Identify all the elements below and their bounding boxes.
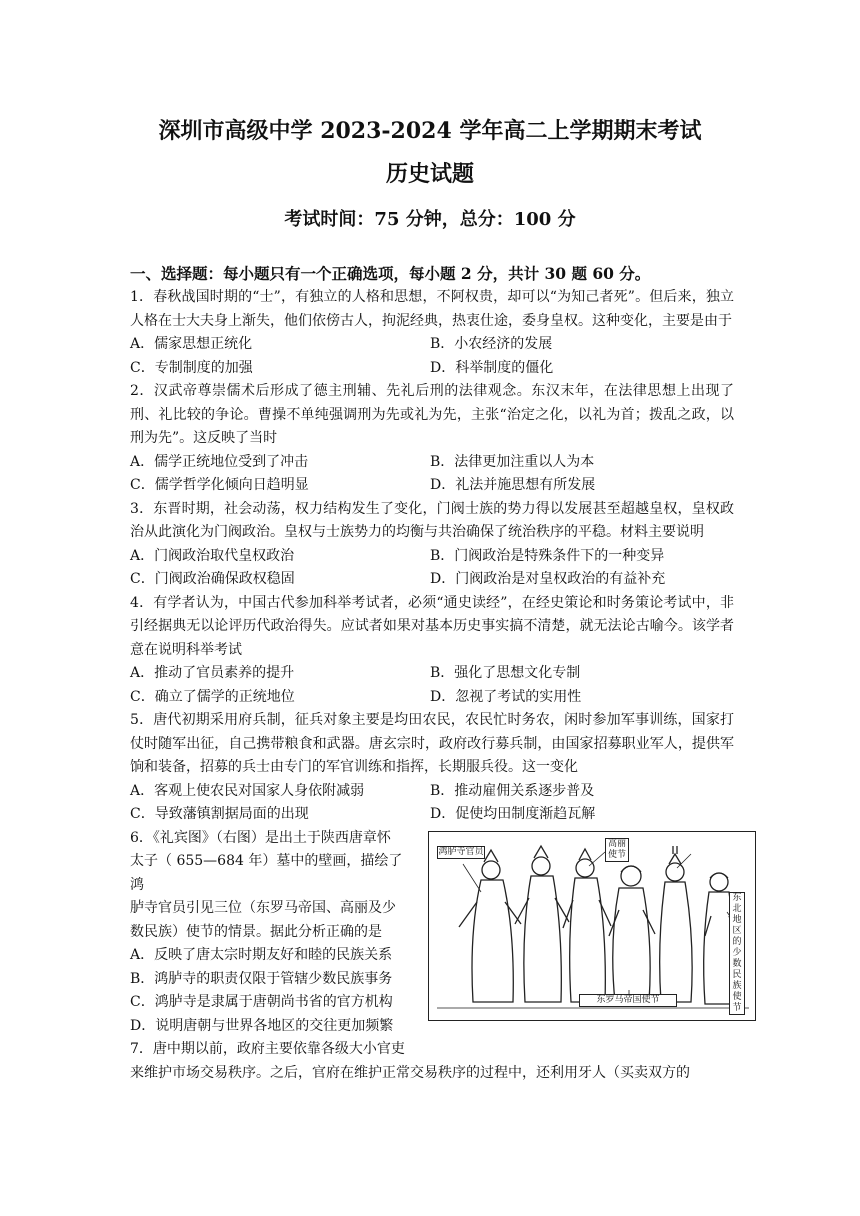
option-d: D．礼法并施思想有所发展 bbox=[430, 477, 596, 493]
option-a: A．儒学正统地位受到了冲击 bbox=[130, 453, 309, 470]
question-stem: 3．东晋时期，社会动荡，权力结构发生了变化，门阀士族的势力得以发展甚至超越皇权，皇权政治从此演化为门阀政治。皇权与士族势力的均衡与共治确保了统治秩序的平稳。材料主要说明 bbox=[130, 500, 734, 540]
option-c: C．导致藩镇割据局面的出现 bbox=[130, 806, 309, 822]
option-a: A．门阀政治取代皇权政治 bbox=[130, 547, 295, 564]
option-c: C．鸿胪寺是隶属于唐朝尚书省的官方机构 bbox=[130, 994, 393, 1010]
option-c: C．确立了儒学的正统地位 bbox=[130, 688, 295, 705]
question-stem-line: 数民族）使节的情景。据此分析正确的是 bbox=[130, 923, 382, 940]
option-d: D．科举制度的僵化 bbox=[430, 359, 554, 376]
question-stem-line: 来维护市场交易秩序。之后，官府在维护正常交易秩序的过程中，还利用牙人（买卖双方的 bbox=[130, 1064, 690, 1081]
question-1 bbox=[130, 286, 734, 380]
question-stem: 5．唐代初期采用府兵制，征兵对象主要是均田农民，农民忙时务农，闲时参加军事训练，国家打仗时随军出征，自己携带粮食和武器。唐玄宗时，政府改行募兵制，由国家招募职业军人，提供军饷和装备，招募的兵士由专门的军官训练和指挥，长期服兵役。这一变化 bbox=[130, 712, 734, 775]
question-5 bbox=[130, 709, 734, 827]
question-stem: 4．有学者认为，中国古代参加科举考试者，必须“通史读经”，在经史策论和时务策论考试中，非引经据典无以论评历代政治得失。应试者如果对基本历史事实搞不清楚，就无法论古喻今。该学者意在说明科举考试 bbox=[130, 594, 734, 658]
question-stem-line: 7．唐中期以前，政府主要依靠各级大小官吏 bbox=[130, 1041, 405, 1057]
questions-body bbox=[130, 286, 742, 1085]
option-a: A．客观上使农民对国家人身依附减弱 bbox=[130, 782, 365, 799]
label-officials: 鸿胪寺官员 bbox=[438, 846, 484, 857]
option-b: B．法律更加注重以人为本 bbox=[430, 453, 595, 470]
label-rome: 东罗马帝国使节 bbox=[579, 994, 677, 1007]
question-stem: 2．汉武帝尊崇儒术后形成了德主刑辅、先礼后刑的法律观念。东汉末年，在法律思想上出现了刑、礼比较的争论。曹操不单纯强调刑为先或礼为先，主张“治定之化，以礼为首；拨乱之政，以刑为先”。这反映了当时 bbox=[130, 383, 734, 446]
question-stem-line: 6．《礼宾图》（右图）是出土于陕西唐章怀 bbox=[130, 829, 391, 846]
section-heading: 一、选择题：每小题只有一个正确选项，每小题 2 分，共计 30 题 60 分。 bbox=[130, 264, 651, 283]
question-2 bbox=[130, 380, 734, 498]
exam-title: 深圳市高级中学 2023-2024 学年高二上学期期末考试 bbox=[158, 118, 702, 144]
question-4 bbox=[130, 592, 734, 710]
option-b: B．强化了思想文化专制 bbox=[430, 665, 581, 681]
option-b: B．鸿胪寺的职责仅限于管辖少数民族事务 bbox=[130, 970, 393, 987]
exam-subject: 历史试题 bbox=[385, 161, 474, 187]
question-stem: 1．春秋战国时期的“士”，有独立的人格和思想，不阿权贵，却可以“为知己者死”。但后来，独立人格在士大夫身上渐失，他们依傍古人，拘泥经典，热衷仕途，委身皇权。这种变化，主要是由于 bbox=[130, 289, 734, 329]
option-d: D．忽视了考试的实用性 bbox=[430, 688, 582, 705]
exam-info: 考试时间：75 分钟，总分：100 分 bbox=[284, 209, 576, 230]
question-stem-line: 太子（ 655—684 年）墓中的壁画，描绘了鸿 bbox=[130, 853, 403, 893]
label-minority: 东北地区的少数民族使节 bbox=[729, 892, 745, 1015]
option-b: B．推动雇佣关系逐步普及 bbox=[430, 782, 595, 799]
option-a: A．推动了官员素养的提升 bbox=[130, 665, 295, 681]
mural-illustration bbox=[429, 832, 755, 1020]
option-d: D．说明唐朝与世界各地区的交往更加频繁 bbox=[130, 1017, 394, 1034]
libin-mural-figure bbox=[428, 831, 756, 1021]
option-d: D．门阀政治是对皇权政治的有益补充 bbox=[430, 571, 666, 587]
option-c: C．门阀政治确保政权稳固 bbox=[130, 571, 295, 587]
question-7 bbox=[130, 1038, 734, 1085]
option-d: D．促使均田制度渐趋瓦解 bbox=[430, 806, 596, 822]
question-6 bbox=[130, 827, 742, 1039]
question-stem-line: 胪寺官员引见三位（东罗马帝国、高丽及少 bbox=[130, 900, 396, 916]
option-b: B．小农经济的发展 bbox=[430, 336, 553, 352]
question-3 bbox=[130, 498, 734, 592]
option-a: A．儒家思想正统化 bbox=[130, 336, 253, 352]
label-goryeo: 高丽使节 bbox=[605, 838, 629, 862]
option-c: C．儒学哲学化倾向日趋明显 bbox=[130, 477, 309, 493]
option-c: C．专制制度的加强 bbox=[130, 359, 253, 376]
option-b: B．门阀政治是特殊条件下的一种变异 bbox=[430, 547, 665, 564]
option-a: A．反映了唐太宗时期友好和睦的民族关系 bbox=[130, 947, 393, 963]
